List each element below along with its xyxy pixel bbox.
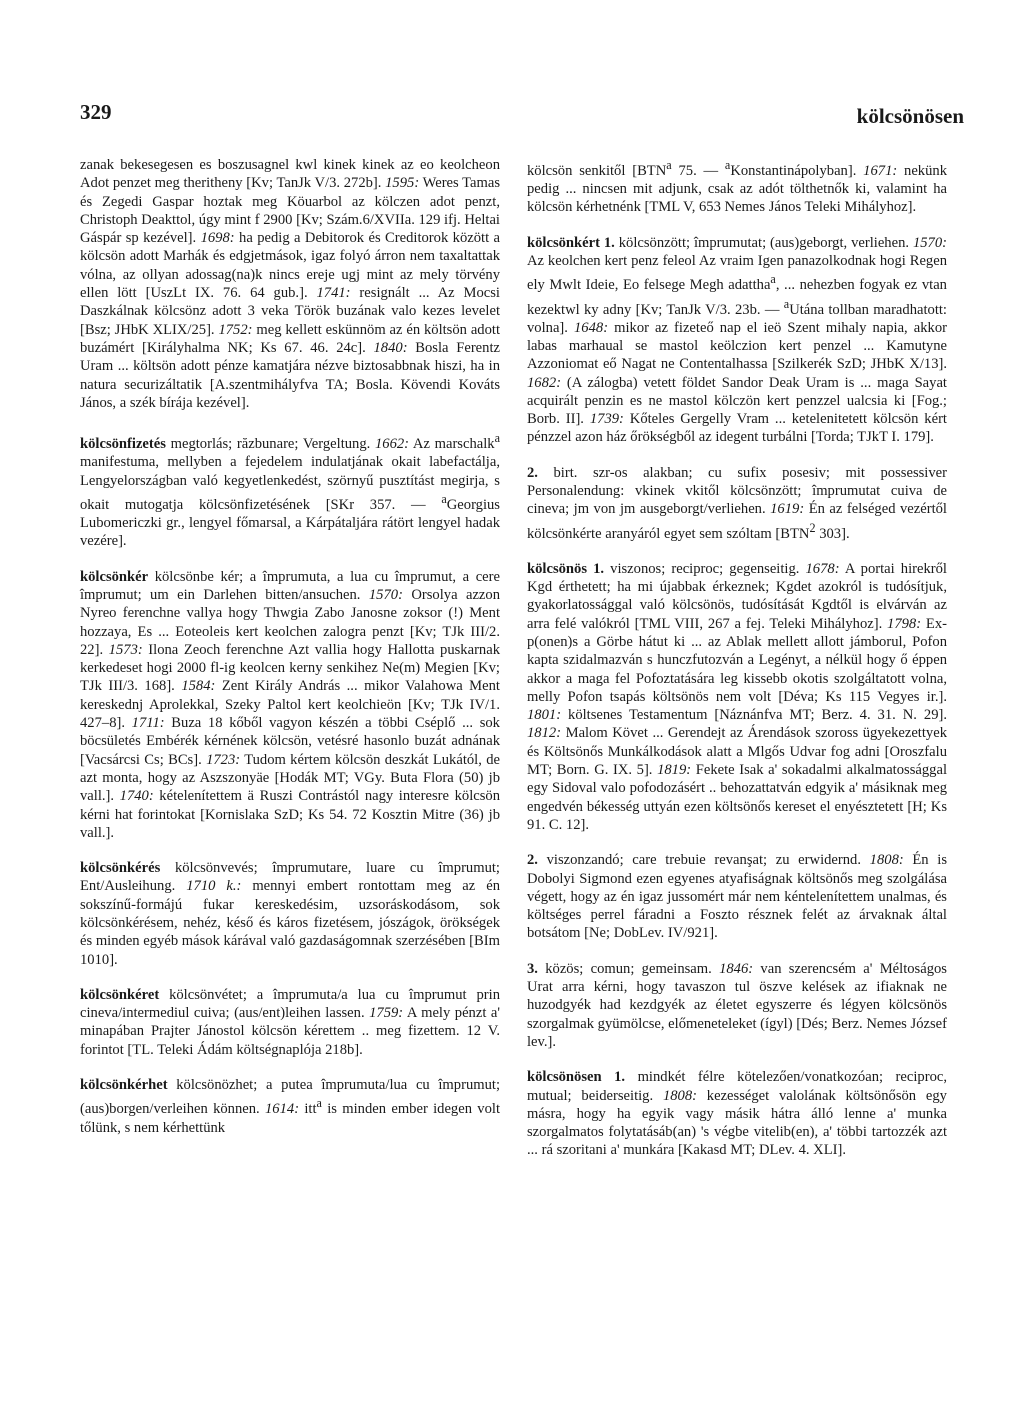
sense-number: 1. (614, 1069, 626, 1086)
sense-number: 1. (603, 234, 615, 251)
citation-year: 1648: (574, 319, 609, 336)
entry-text: költsenes Testamentum [Náznánfva MT; Berz. 4. 31. N. 29]. (561, 707, 947, 724)
entry-headword: kölcsönkérés (80, 860, 161, 877)
footnote-marker: a (783, 296, 790, 311)
dictionary-entry (527, 1068, 947, 1159)
entry-text: kölcsön senkitől [BTN (527, 162, 667, 179)
dictionary-entry (80, 568, 500, 842)
entry-text: A portai hirekről Kgd érthetett; ha mi újabbak érkeznek; Kgdet azokról is tudósítjuk, gyakorlatossággal való kölcsönös, tudósítását Kgdtől is elvárván az arra felé valókról [TML VIII, 267 a fej. Teleki Mihályhoz]. (527, 560, 947, 632)
citation-year: 1819: (657, 762, 692, 779)
dictionary-entry (80, 859, 500, 969)
right-column (527, 156, 947, 1160)
entry-text: Az keolchen kert penz feleol Az vraim Igen panazolkodnak hogi Regen ely Mwlt Ideie, Eo felsege Megh adattha (527, 253, 947, 294)
entry-text: kölcsönözhet; a putea împrumuta/lua cu împrumut; (aus)borgen/verleihen können. (80, 1077, 500, 1118)
citation-year: 1678: (805, 560, 840, 577)
entry-text: resignált ... Az Mocsi Daszkálnak kölcsönz adott 3 veka Török buzának valo kezes levelet [Bsz; JHbK XLIX/25]. (80, 285, 500, 338)
entry-text: Az marschalk (409, 436, 495, 453)
citation-year: 1570: (368, 586, 403, 603)
citation-year: 1808: (869, 852, 904, 869)
dictionary-entry (80, 156, 500, 412)
entry-text: Ilona Zeoch ferenchne Azt vallia hogy Hallotta puskarnak kerkedeset hogi 2000 fl-ig keolcen kerny senkihez Ne(m) Megien [Kv; TJk III/3. 168]. (80, 641, 500, 695)
entry-text: mindkét félre kötelezően/vonatkozóan; reciproc, mutual; beiderseitig. (527, 1069, 947, 1104)
citation-year: 1682: (527, 374, 562, 391)
citation-year: 1808: (662, 1087, 697, 1104)
dictionary-entry (527, 851, 947, 942)
sense-number: 2. (527, 464, 538, 481)
dictionary-entry (527, 960, 947, 1051)
citation-year: 1740: (119, 788, 154, 805)
entry-text: Malom Követ ... Gerendejt az Árendások szoross ügyekezettyek és Költsönős Munkálkodások alatt a Mlgős Udvar fog adni [Oroszfalu MT; Born. G. IX. 5]. (527, 725, 947, 779)
entry-text: itt (299, 1101, 317, 1118)
entry-text: kezességet valolának költsönősön egy másra, hogy ha egyik vagy másik hátra álló lenne a' munka szorgalmatos folytatásáb(an) 's végbe vitelib(en), a' többi tartozzék azt ... rá szoritani a' munkára [Kakasd MT; DLev. 4. XLI]. (527, 1087, 947, 1159)
footnote-marker: a (724, 158, 731, 172)
entry-headword: kölcsönkéret (80, 986, 160, 1003)
citation-year: 1711: (131, 715, 165, 732)
entry-text: kölcsönbe kér; a împrumuta, a lua cu împrumut, a cere împrumut; um ein Darlehen bitten/ansuchen. (80, 568, 500, 603)
sense-number: 3. (527, 960, 538, 977)
citation-year: 1752: (218, 321, 253, 338)
citation-year: 1812: (527, 725, 562, 742)
entry-text: (A zálogba) vetett földet Sandor Deak Uram is ... maga Sayat acquirált penzin es ne mastol kölczön kert penzzel ualcsia ki [Fog.; Borb. II]. (527, 374, 947, 428)
running-head: kölcsönösen (856, 104, 964, 128)
dictionary-entry (527, 234, 947, 447)
entry-text: Weres Tamas és Zegedi Gaspar hoztak meg Köuarbol az kölczen adot penzt, Christoph Deakttol, úgy mint f 2900 [Kv; Szám.6/XVIIa. 129 ifj. Heltai Gáspár sp kezével]. (80, 175, 501, 247)
entry-headword: kölcsönösen (527, 1069, 602, 1086)
entry-text: Utána tollban maradhatott: volna]. (527, 301, 947, 336)
entry-headword: kölcsönkért (527, 234, 600, 251)
citation-year: 1570: (912, 234, 947, 251)
entry-text: manifestuma, mellyben a fejedelem indulatjának okait labefactálja, Lengyelországban való kegyetlenkedést, szörnyű pusztítást megirja, s okait mutogatja kölcsönfizetésének [SKr 357. — (80, 454, 500, 513)
entry-text: Bosla Ferentz Uram ... költsön adott pénze kamatjára nézve biztosabbnak hiszi, ha in natura securizáltatik [A.szentmihályfva TA; Bosla. Kövendi Kováts János, a szék bírája kezével]. (80, 339, 500, 411)
citation-year: 1840: (373, 339, 408, 356)
entry-text: Orsolya azzon Nyreo ferenchne vallya hogy Thwgia Zabo Janosne zoksor (!) Ment hozzaya, Es ... Eoteoleis kert keolchen zalogra penzt [Kv; TJk III/2. 22]. (80, 586, 500, 658)
entry-text: , ... nehezben fogyak ez vtan kezektwl ky adny [Kv; TanJk V/3. 23b. — (527, 277, 947, 318)
entry-text: viszonos; reciproc; gegenseitig. (604, 560, 806, 577)
sense-number: 1. (593, 560, 605, 577)
dictionary-entry (527, 560, 947, 834)
entry-text: meg kellett eskünnöm az én költsön adott buzámért [Királyhalma NK; Ks 67. 46. 24c]. (80, 321, 500, 356)
entry-text: nekünk pedig ... nincsen mit adjunk, csak az adót tölthetnők ki, valamint ha kölcsön kérhetnénk [TML V, 653 Nemes János Teleki Mihályhoz]. (527, 162, 947, 216)
entry-text: Fekete Isak a' sokadalmi alkalmatossággal egy Sidoval valo pofodozásért .. behozattatván edgyik a' másiknak meg engedvén békesség uttyán ezen költsönős kereset el enyésztetett [H; Ks 91. C. 12]. (527, 762, 947, 833)
footnote-marker: a (770, 272, 776, 287)
dictionary-entry (527, 464, 947, 543)
citation-year: 1798: (887, 615, 922, 632)
citation-year: 1584: (181, 678, 216, 695)
citation-year: 1595: (385, 175, 420, 192)
entry-headword: kölcsönkér (80, 568, 149, 585)
left-column (80, 156, 500, 1137)
dictionary-entry (80, 986, 500, 1059)
entry-text: A mely pénzt a' minapában Prajter Jánostol kölcsön kérettem .. meg fizettem. 12 V. forintot [TL. Teleki Ádám költségnaplója 218b]. (80, 1005, 500, 1058)
footnote-marker: a (666, 158, 672, 172)
page-number: 329 (80, 100, 112, 124)
entry-text: Zent Király András ... mikor Valahowa Ment kereskednj Aprolekkal, Szeky Paltol kert keolchieön [Kv; TJk IV/1. 427–8]. (80, 678, 500, 732)
dictionary-entry (80, 429, 500, 551)
citation-year: 1759: (369, 1005, 404, 1022)
citation-year: 1662: (374, 436, 410, 453)
footnote-marker: 2 (809, 520, 816, 535)
entry-text: közös; comun; gemeinsam. (537, 960, 720, 977)
citation-year: 1619: (770, 501, 805, 518)
entry-text: van szerencsém a' Méltoságos Urat arra kérni, hogy tavaszon tul öszve kelések az ifiaknak ne huzodgyék had kezdgyék az életet egyszerre és légyen kölcsönös szorgalmak gyümölcse, előmeneteleket (ígyl) [Dés; Berz. Nemes József lev.]. (527, 960, 947, 1050)
entry-text (602, 1069, 615, 1085)
entry-text: viszonzandó; care trebuie revanşat; zu erwidernd. (537, 852, 870, 869)
sense-number: 2. (527, 852, 538, 869)
citation-year: 1710 k.: (186, 878, 242, 895)
citation-year: 1741: (316, 285, 351, 302)
entry-text: 75. — (671, 162, 725, 179)
entry-text: mennyi embert rontottam meg az én sokszínű-formájú fukar kereskedésim, uzsoráskodásom, sok kölcsönkérésem, nehéz, késő és káros fizetésem, jószágok, örökségek és minden egyéb mások kárával való gazdaságomnak szerzésében [BIm 1010]. (80, 878, 500, 968)
citation-year: 1846: (719, 960, 754, 977)
entry-text: ha pedig a Debitorok és Creditorok között a kölcsön adott Marhák és edgjetmások, igaz folyó árron nem taxaltattak vólna, az ollyan adossag(na)k nincs ereje ugj mint az mely törvény ellen lött [UszLt IX. 76. 64 gub.]. (80, 230, 501, 302)
citation-year: 1614: (265, 1101, 300, 1118)
entry-text: Én az felséged vezértől kölcsönkérte aranyáról egyet sem szóltam [BTN (527, 501, 947, 542)
citation-year: 1698: (200, 230, 235, 247)
entry-text: Buza 18 kőből vagyon készén a többi Cséplő ... sok böcsületés Embérék kérnének kölcsön, vetésré hasonlo buzát adnának [Vacsárcsi Cs; BCs]. (80, 715, 500, 768)
dictionary-entry (527, 156, 947, 217)
citation-year: 1723: (206, 751, 241, 768)
entry-text: kételenítettem ä Ruszi Contrástól nagy interesre kölcsön kérni hat forintokat [Kornislaka SzD; Ks 54. 72 Kosztin Mitre (36) jb vall.]. (80, 788, 500, 841)
entry-text: 303]. (815, 525, 850, 542)
footnote-marker: a (316, 1096, 322, 1111)
entry-text: zanak bekesegesen es boszusagnel kwl kinek kinek az eo keolcheon Adot penzet meg theritheny [Kv; TanJk V/3. 272b]. (80, 157, 500, 192)
entry-text: Kőteles Gergelly Vram ... ketelenitetett kölcsön kért pénzzel azon ház őrökségből az idegent turbálni [Torda; TJkT I. 179]. (527, 411, 947, 446)
entry-headword: kölcsönfizetés (80, 436, 166, 453)
citation-year: 1671: (863, 162, 898, 179)
entry-headword: kölcsönös (527, 560, 588, 577)
entry-text: mikor az fizeteő nap el ieö Szent mihaly napia, akkor labas marhaual se mastol keölczion kert penzel ... Kamutyne Azzoniomat eő Nagat ne Contentalhassa [Szilkerék SzD; JHbK X/13]. (527, 319, 947, 373)
footnote-marker: a (441, 491, 447, 506)
entry-headword: kölcsönkérhet (80, 1077, 168, 1094)
entry-text: is minden ember idegen volt tőlünk, s nem kérhettünk (80, 1101, 500, 1136)
citation-year: 1573: (108, 641, 143, 658)
entry-text: kölcsönvétet; a împrumuta/a lua cu împrumut prin cineva/intermediul cuiva; (aus/ent)leihen lassen. (80, 986, 500, 1022)
entry-text: Ex-p(onen)s a Görbe hátut ki ... az Ablak mellett allott jámborul, Pofon kapta szidalmazván s hunczfutozván a Legényt, a nélkül hogy ő éppen akkor a maga fel Pofoztatására leg kissebb okotis szolgáltatott volna, melly Pofon tsapás költsönös nem volt [Déva; Ks 115 Vegyes ir.]. (527, 615, 947, 705)
entry-text: kölcsönvevés; împrumutare, luare cu împrumut; Ent/Ausleihung. (80, 860, 500, 895)
entry-text: megtorlás; răzbunare; Vergeltung. (165, 436, 375, 453)
citation-year: 1801: (527, 707, 562, 724)
citation-year: 1739: (589, 411, 624, 428)
entry-text: Georgius Lubomericzki gr., lengyel főmarsal, a Kárpátaljára rátört lengyel hadak vezére]. (80, 496, 500, 550)
dictionary-entry (80, 1076, 500, 1137)
entry-text: Konstantinápolyban]. (730, 162, 864, 179)
entry-text: kölcsönzött; împrumutat; (aus)geborgt, verliehen. (614, 234, 913, 251)
footnote-marker: a (494, 431, 500, 446)
entry-text: birt. szr-os alakban; cu sufix posesiv; mit possessiver Personalendung: vkinek vkitől kölcsönzött; împrumutat cuiva de cineva; jm von jm ausgeborgt/verliehen. (527, 464, 947, 518)
entry-text: Én is Dobolyi Sigmond ezen egyenes atyafiságnak költsönős meg szolgálása végett, hogy az én igaz jussomért már nem kéntelenítettem unalmas, és költséges perrel fáradni a Foszto résznek felét az árvaknak által botsátom [Ne; DobLev. IV/921]. (527, 852, 948, 942)
entry-text: Tudom kértem kölcsön deszkát Lukától, de azt monta, hogy az Aszszonyäe [Hodák MT; VGy. Buta Flora (50) jb vall.]. (80, 751, 500, 805)
